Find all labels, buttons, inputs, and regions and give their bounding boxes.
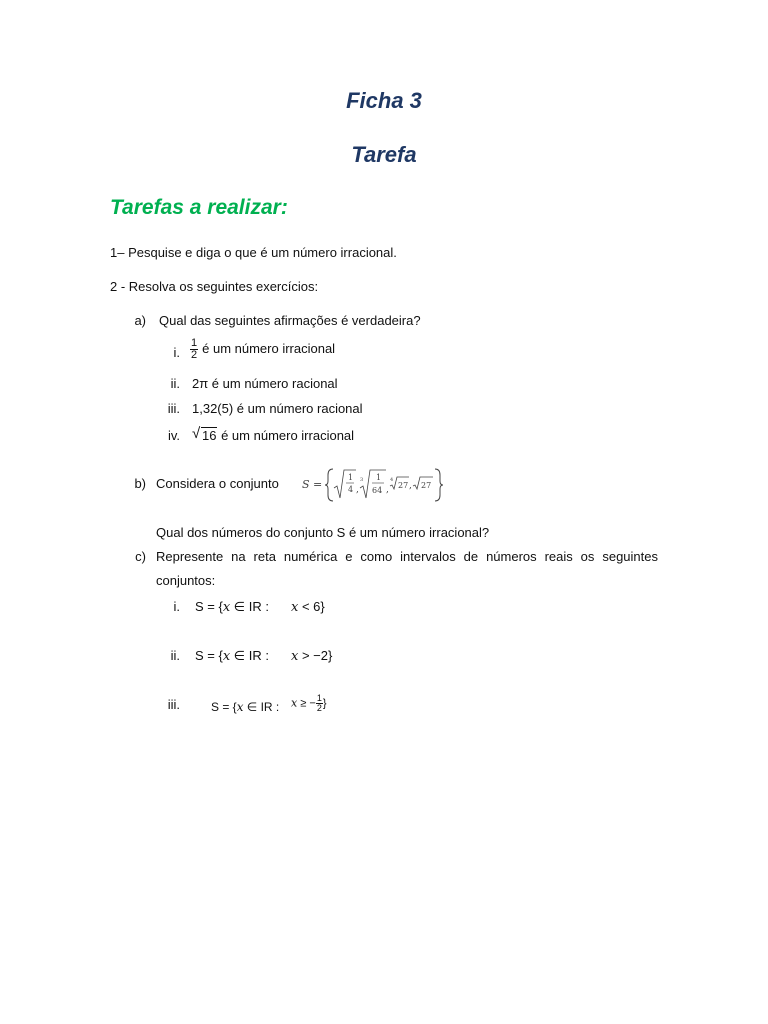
a-ii-label: ii. <box>170 376 180 391</box>
item-a-label: a) <box>134 313 146 328</box>
svg-text:1: 1 <box>376 473 382 482</box>
svg-text:3: 3 <box>360 477 364 483</box>
a-ii-statement: 2π é um número racional <box>192 376 338 391</box>
item-c-label: c) <box>135 549 146 564</box>
svg-text:,: , <box>386 485 389 495</box>
c-i-label: i. <box>173 599 180 614</box>
c-iii-label: iii. <box>167 697 180 712</box>
c-ii-label: ii. <box>170 648 180 663</box>
section-heading: Tarefas a realizar: <box>110 196 288 219</box>
svg-text:27: 27 <box>398 481 409 490</box>
svg-text:64: 64 <box>372 486 383 495</box>
c-iii-set: S = {x ∈ IR : <box>211 700 280 714</box>
document-title: Ficha 3 <box>346 88 422 113</box>
fraction-one-half: $\frac{1}{2}$ <box>191 337 198 361</box>
a-i-label: i. <box>173 345 180 360</box>
a-iv-label: iv. <box>167 428 180 443</box>
set-s-formula <box>300 466 445 504</box>
svg-text:1: 1 <box>348 473 354 482</box>
c-ii-condition: x > −2} <box>291 648 333 664</box>
a-iii-label: iii. <box>167 401 180 416</box>
a-iii-statement: 1,32(5) é um número racional <box>192 401 363 416</box>
square-root-16: √ 16 <box>192 425 217 443</box>
svg-text:4: 4 <box>348 485 354 494</box>
item-c-text: Represente na reta numérica e como intervalos de números reais os seguintes conjuntos: <box>156 549 658 588</box>
a-iv-statement: √ 16 é um número irracional <box>192 425 355 443</box>
c-iii-condition: x ≥ − $\frac{1}{2}$ } <box>291 693 327 713</box>
svg-text:4: 4 <box>390 477 394 483</box>
item-b-label: b) <box>134 476 146 491</box>
question-1: 1– Pesquise e diga o que é um número irracional. <box>110 245 397 260</box>
set-equals: = <box>313 478 323 491</box>
c-i-set: S = {x ∈ IR : <box>195 599 269 615</box>
item-b-text: Considera o conjunto <box>156 476 279 491</box>
a-i-statement: $\frac{1}{2}$ é um número irracional <box>191 337 336 361</box>
svg-text:27: 27 <box>421 481 432 490</box>
document-subtitle: Tarefa <box>351 142 417 167</box>
c-ii-set: S = {x ∈ IR : <box>195 648 269 664</box>
c-i-condition: x < 6} <box>291 599 325 615</box>
svg-text:,: , <box>409 481 412 491</box>
set-variable: S <box>302 478 310 491</box>
svg-text:,: , <box>356 485 359 495</box>
question-2: 2 - Resolva os seguintes exercícios: <box>110 279 319 294</box>
item-b-question: Qual dos números do conjunto S é um número irracional? <box>156 525 490 540</box>
item-a-text: Qual das seguintes afirmações é verdadeira? <box>159 313 421 328</box>
fraction-one-half-c: $\frac{1}{2}$ <box>316 693 322 713</box>
